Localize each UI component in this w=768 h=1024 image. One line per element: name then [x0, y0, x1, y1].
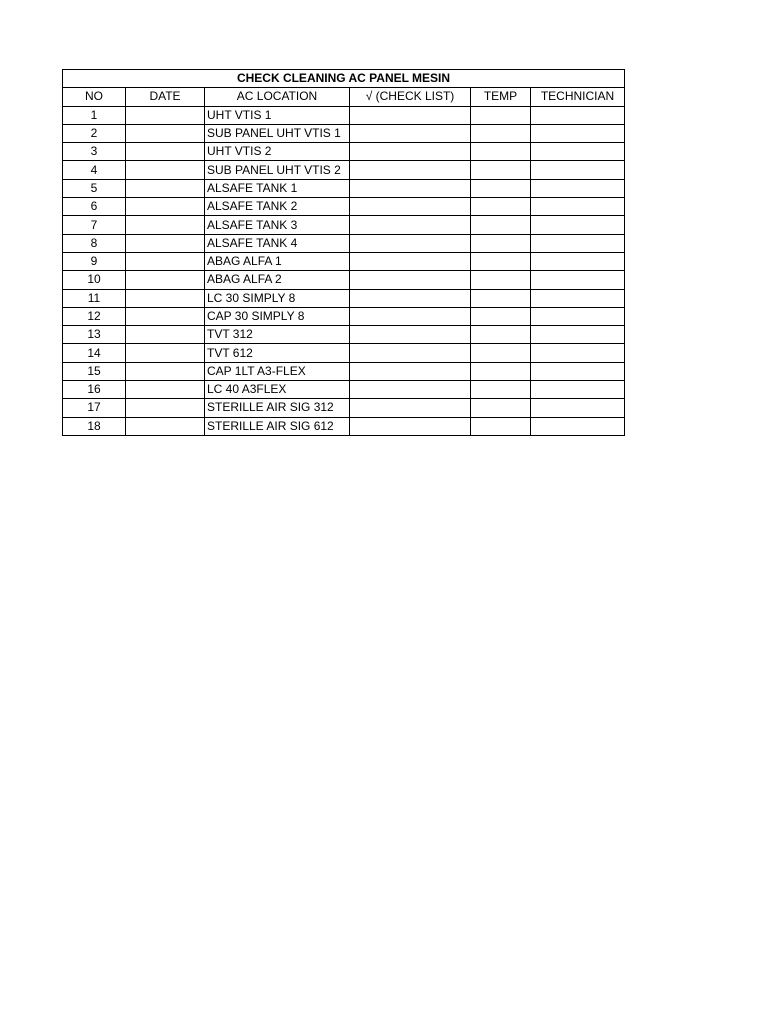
cell-ac-location: ALSAFE TANK 2 [205, 198, 350, 216]
cell-technician[interactable] [531, 106, 625, 124]
cell-technician[interactable] [531, 417, 625, 435]
cell-checklist[interactable] [350, 381, 471, 399]
cell-technician[interactable] [531, 399, 625, 417]
table-row [63, 289, 625, 307]
cell-checklist[interactable] [350, 326, 471, 344]
table-row [63, 161, 625, 179]
table-row [63, 216, 625, 234]
cell-checklist[interactable] [350, 252, 471, 270]
column-header-temp: TEMP [471, 88, 531, 106]
cell-checklist[interactable] [350, 106, 471, 124]
title-row [63, 70, 625, 88]
cell-date[interactable] [126, 143, 205, 161]
cell-date[interactable] [126, 252, 205, 270]
cell-no: 16 [63, 381, 126, 399]
cell-date[interactable] [126, 198, 205, 216]
table-row [63, 381, 625, 399]
column-header-date: DATE [126, 88, 205, 106]
cell-date[interactable] [126, 124, 205, 142]
cell-no: 5 [63, 179, 126, 197]
cell-date[interactable] [126, 161, 205, 179]
table-row [63, 271, 625, 289]
header-row [63, 88, 625, 106]
cell-ac-location: CAP 1LT A3-FLEX [205, 362, 350, 380]
cell-temp[interactable] [471, 417, 531, 435]
cell-no: 2 [63, 124, 126, 142]
cell-temp[interactable] [471, 344, 531, 362]
cell-temp[interactable] [471, 106, 531, 124]
cell-date[interactable] [126, 362, 205, 380]
cell-technician[interactable] [531, 179, 625, 197]
cell-temp[interactable] [471, 271, 531, 289]
cell-no: 11 [63, 289, 126, 307]
cell-technician[interactable] [531, 234, 625, 252]
cell-temp[interactable] [471, 326, 531, 344]
cell-ac-location: UHT VTIS 2 [205, 143, 350, 161]
cell-technician[interactable] [531, 307, 625, 325]
cell-date[interactable] [126, 179, 205, 197]
cell-ac-location: CAP 30 SIMPLY 8 [205, 307, 350, 325]
cell-ac-location: ABAG ALFA 1 [205, 252, 350, 270]
cell-technician[interactable] [531, 124, 625, 142]
cell-checklist[interactable] [350, 179, 471, 197]
cell-no: 9 [63, 252, 126, 270]
table-row [63, 234, 625, 252]
cell-no: 17 [63, 399, 126, 417]
table-row [63, 106, 625, 124]
cell-date[interactable] [126, 307, 205, 325]
cell-checklist[interactable] [350, 399, 471, 417]
cell-technician[interactable] [531, 289, 625, 307]
cell-ac-location: ALSAFE TANK 3 [205, 216, 350, 234]
cell-temp[interactable] [471, 216, 531, 234]
column-header-technician: TECHNICIAN [531, 88, 625, 106]
cell-ac-location: ALSAFE TANK 1 [205, 179, 350, 197]
cell-checklist[interactable] [350, 143, 471, 161]
cell-technician[interactable] [531, 362, 625, 380]
cell-no: 6 [63, 198, 126, 216]
cell-date[interactable] [126, 344, 205, 362]
cell-temp[interactable] [471, 307, 531, 325]
cell-date[interactable] [126, 399, 205, 417]
cell-temp[interactable] [471, 381, 531, 399]
cell-ac-location: LC 40 A3FLEX [205, 381, 350, 399]
table-row [63, 362, 625, 380]
cell-ac-location: SUB PANEL UHT VTIS 2 [205, 161, 350, 179]
cell-no: 4 [63, 161, 126, 179]
cell-date[interactable] [126, 326, 205, 344]
cell-temp[interactable] [471, 124, 531, 142]
table-row [63, 399, 625, 417]
check-cleaning-table [62, 69, 625, 436]
cell-temp[interactable] [471, 198, 531, 216]
cell-ac-location: SUB PANEL UHT VTIS 1 [205, 124, 350, 142]
cell-checklist[interactable] [350, 198, 471, 216]
cell-no: 13 [63, 326, 126, 344]
table-row [63, 143, 625, 161]
cell-checklist[interactable] [350, 234, 471, 252]
table-row [63, 252, 625, 270]
table-row [63, 417, 625, 435]
cell-no: 8 [63, 234, 126, 252]
table-row [63, 198, 625, 216]
table-body [63, 106, 625, 435]
cell-date[interactable] [126, 234, 205, 252]
cell-ac-location: ABAG ALFA 2 [205, 271, 350, 289]
cell-temp[interactable] [471, 399, 531, 417]
table-row [63, 179, 625, 197]
cell-technician[interactable] [531, 216, 625, 234]
cell-technician[interactable] [531, 161, 625, 179]
cell-checklist[interactable] [350, 271, 471, 289]
cell-ac-location: TVT 312 [205, 326, 350, 344]
cell-ac-location: LC 30 SIMPLY 8 [205, 289, 350, 307]
table-row [63, 344, 625, 362]
cell-no: 1 [63, 106, 126, 124]
cell-checklist[interactable] [350, 161, 471, 179]
column-header-no: NO [63, 88, 126, 106]
column-header-checklist: √ (CHECK LIST) [350, 88, 471, 106]
table-row [63, 307, 625, 325]
cell-checklist[interactable] [350, 362, 471, 380]
cell-technician[interactable] [531, 381, 625, 399]
cell-temp[interactable] [471, 289, 531, 307]
cell-date[interactable] [126, 106, 205, 124]
cell-checklist[interactable] [350, 417, 471, 435]
cell-ac-location: UHT VTIS 1 [205, 106, 350, 124]
cell-technician[interactable] [531, 252, 625, 270]
table-row [63, 124, 625, 142]
cell-technician[interactable] [531, 344, 625, 362]
cell-checklist[interactable] [350, 216, 471, 234]
cell-no: 3 [63, 143, 126, 161]
table-title: CHECK CLEANING AC PANEL MESIN [63, 70, 625, 88]
cell-date[interactable] [126, 271, 205, 289]
cell-checklist[interactable] [350, 124, 471, 142]
cell-date[interactable] [126, 417, 205, 435]
cell-technician[interactable] [531, 198, 625, 216]
cell-date[interactable] [126, 381, 205, 399]
cell-technician[interactable] [531, 271, 625, 289]
cell-temp[interactable] [471, 143, 531, 161]
cell-ac-location: STERILLE AIR SIG 312 [205, 399, 350, 417]
cell-technician[interactable] [531, 143, 625, 161]
column-header-ac-location: AC LOCATION [205, 88, 350, 106]
cell-no: 7 [63, 216, 126, 234]
cell-checklist[interactable] [350, 344, 471, 362]
cell-no: 15 [63, 362, 126, 380]
cell-temp[interactable] [471, 161, 531, 179]
cell-no: 10 [63, 271, 126, 289]
cell-ac-location: STERILLE AIR SIG 612 [205, 417, 350, 435]
cell-no: 14 [63, 344, 126, 362]
cell-temp[interactable] [471, 252, 531, 270]
cell-ac-location: TVT 612 [205, 344, 350, 362]
cell-ac-location: ALSAFE TANK 4 [205, 234, 350, 252]
cell-date[interactable] [126, 216, 205, 234]
table-row [63, 326, 625, 344]
cell-technician[interactable] [531, 326, 625, 344]
cell-no: 18 [63, 417, 126, 435]
cell-temp[interactable] [471, 362, 531, 380]
cell-temp[interactable] [471, 179, 531, 197]
cell-checklist[interactable] [350, 307, 471, 325]
cell-date[interactable] [126, 289, 205, 307]
cell-temp[interactable] [471, 234, 531, 252]
cell-checklist[interactable] [350, 289, 471, 307]
cell-no: 12 [63, 307, 126, 325]
